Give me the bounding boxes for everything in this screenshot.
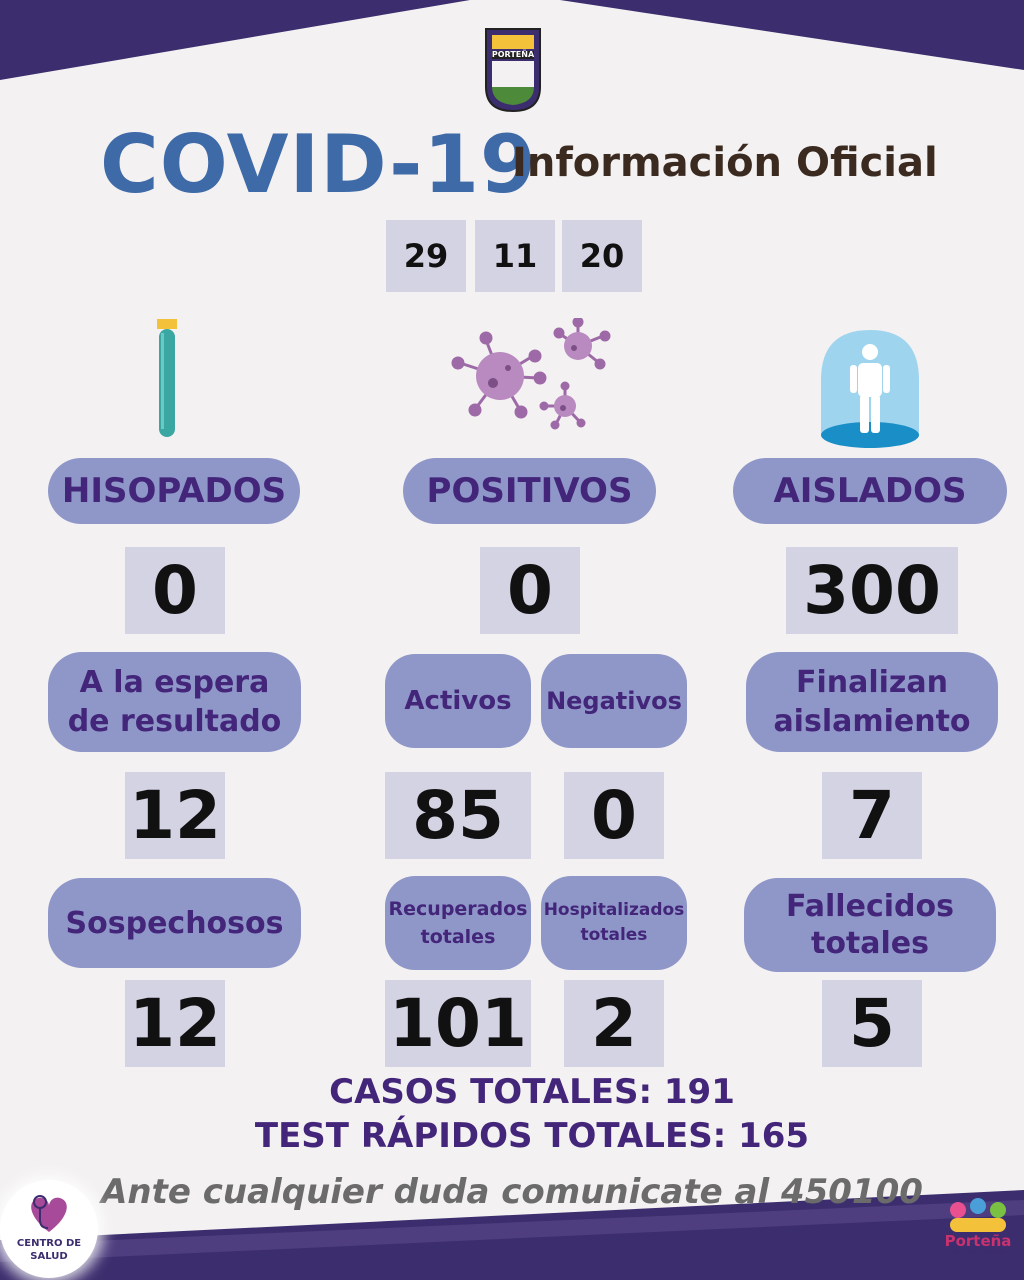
- municipal-crest-icon: [484, 27, 542, 113]
- negativos-value: 0: [564, 772, 664, 859]
- date-month: 11: [475, 220, 555, 292]
- test-rapidos-totales: TEST RÁPIDOS TOTALES: 165: [254, 1116, 810, 1156]
- hospitalizados-value: 2: [564, 980, 664, 1067]
- finalizan-label: Finalizan aislamiento: [746, 652, 998, 752]
- centro-salud-text-2: SALUD: [30, 1251, 68, 1262]
- porteña-logo-text: Porteña: [944, 1232, 1012, 1250]
- positivos-header: POSITIVOS: [403, 458, 656, 524]
- hospitalizados-label: Hospitalizados totales: [541, 876, 687, 970]
- recuperados-value: 101: [385, 980, 531, 1067]
- date-year: 20: [562, 220, 642, 292]
- sospechosos-value: 12: [125, 980, 225, 1067]
- centro-salud-logo: [0, 1180, 98, 1278]
- page-title: COVID-19: [100, 118, 537, 211]
- contact-line: Ante cualquier duda comunicate al 450100: [101, 1172, 923, 1212]
- finalizan-value: 7: [822, 772, 922, 859]
- aislados-value: 300: [786, 547, 958, 634]
- casos-totales: CASOS TOTALES: 191: [329, 1072, 735, 1112]
- porteña-logo-subtext: ENTRE TODOS: [950, 1249, 1006, 1257]
- fallecidos-label: Fallecidos totales: [744, 878, 996, 972]
- positivos-value: 0: [480, 547, 580, 634]
- activos-label: Activos: [385, 654, 531, 748]
- date-day: 29: [386, 220, 466, 292]
- aislados-header: AISLADOS: [733, 458, 1007, 524]
- virus-icon: [448, 318, 618, 433]
- activos-value: 85: [385, 772, 531, 859]
- crest-text: PORTEÑA: [491, 50, 535, 59]
- page-subtitle: Información Oficial: [512, 140, 938, 186]
- isolated-person-icon: [815, 325, 925, 450]
- porteña-logo: [940, 1196, 1016, 1260]
- sospechosos-label: Sospechosos: [48, 878, 301, 968]
- negativos-label: Negativos: [541, 654, 687, 748]
- recuperados-label: Recuperados totales: [385, 876, 531, 970]
- espera-label: A la espera de resultado: [48, 652, 301, 752]
- fallecidos-value: 5: [822, 980, 922, 1067]
- centro-salud-text-1: CENTRO DE: [16, 1238, 82, 1249]
- hisopados-value: 0: [125, 547, 225, 634]
- test-tube-icon: [150, 315, 184, 445]
- espera-value: 12: [125, 772, 225, 859]
- hisopados-header: HISOPADOS: [48, 458, 300, 524]
